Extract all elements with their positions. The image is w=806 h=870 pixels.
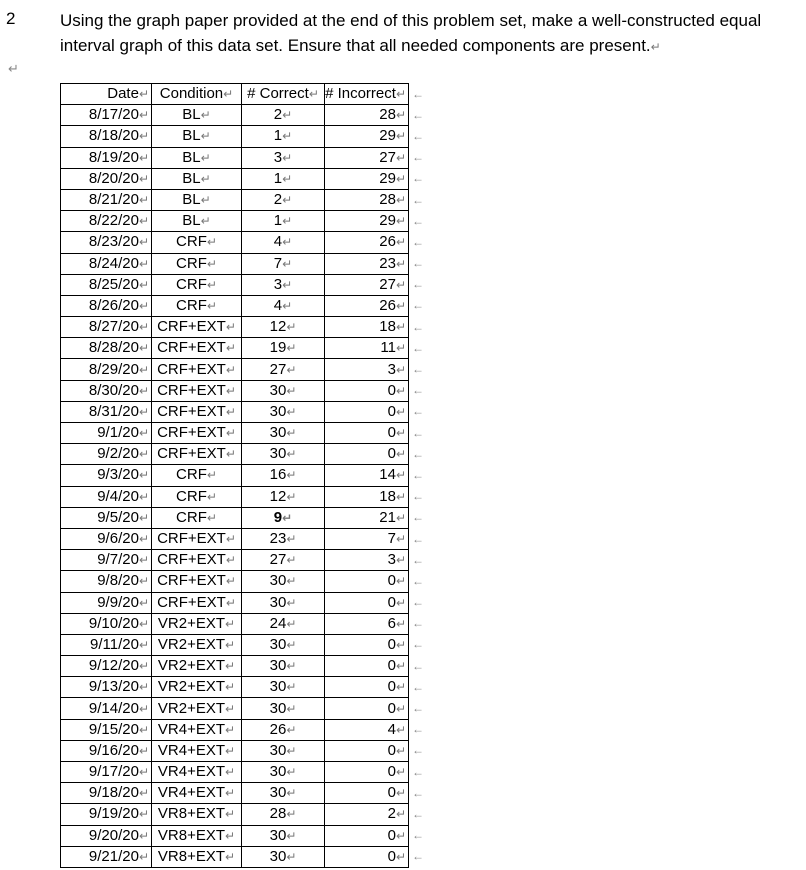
- cell-date: 8/23/20↵: [61, 232, 152, 253]
- cell-date: 9/2/20↵: [61, 444, 152, 465]
- row-end-mark-icon: ←: [412, 595, 424, 610]
- cell-correct: 23↵: [242, 528, 325, 549]
- cell-condition: BL↵: [152, 168, 242, 189]
- cell-incorrect: 4↵: [325, 719, 409, 740]
- row-end-mark-icon: ←: [412, 658, 424, 673]
- cell-correct: 19↵: [242, 338, 325, 359]
- cell-date: 9/7/20↵: [61, 550, 152, 571]
- row-end-mark-icon: ←: [412, 404, 424, 419]
- row-end-mark-icon: ←: [412, 128, 424, 143]
- cell-condition: CRF+EXT↵: [152, 550, 242, 571]
- cell-condition: CRF+EXT↵: [152, 528, 242, 549]
- cell-condition: VR4+EXT↵: [152, 762, 242, 783]
- cell-correct: 30↵: [242, 783, 325, 804]
- cell-incorrect: 0↵: [325, 401, 409, 422]
- cell-incorrect: 27↵: [325, 274, 409, 295]
- cell-condition: BL↵: [152, 105, 242, 126]
- cell-incorrect: 28↵: [325, 189, 409, 210]
- cell-incorrect: 0↵: [325, 846, 409, 867]
- cell-correct: 1↵: [242, 126, 325, 147]
- row-end-mark-icon: ←: [412, 679, 424, 694]
- cell-correct: 30↵: [242, 571, 325, 592]
- row-end-mark-icon: ←: [412, 467, 424, 482]
- cell-correct: 16↵: [242, 465, 325, 486]
- table-row: [61, 825, 431, 846]
- table-row: [61, 592, 431, 613]
- cell-incorrect: 0↵: [325, 825, 409, 846]
- cell-condition: VR2+EXT↵: [152, 656, 242, 677]
- cell-incorrect: 29↵: [325, 126, 409, 147]
- row-end-mark-icon: ←: [412, 489, 424, 504]
- cell-correct: 28↵: [242, 804, 325, 825]
- cell-date: 9/1/20↵: [61, 423, 152, 444]
- data-table: [60, 83, 431, 868]
- row-end-mark-icon: ←: [412, 573, 424, 588]
- cell-condition: BL↵: [152, 147, 242, 168]
- table-row: [61, 465, 431, 486]
- cell-correct: 30↵: [242, 740, 325, 761]
- cell-condition: VR8+EXT↵: [152, 825, 242, 846]
- table-row: [61, 189, 431, 210]
- cell-date: 9/14/20↵: [61, 698, 152, 719]
- table-row: [61, 486, 431, 507]
- cell-date: 8/18/20↵: [61, 126, 152, 147]
- row-end-mark-icon: ←: [412, 192, 424, 207]
- cell-date: 9/17/20↵: [61, 762, 152, 783]
- table-row: [61, 550, 431, 571]
- cell-date: 9/13/20↵: [61, 677, 152, 698]
- cell-date: 9/16/20↵: [61, 740, 152, 761]
- cell-incorrect: 0↵: [325, 571, 409, 592]
- table-row: [61, 338, 431, 359]
- row-end-mark-icon: ←: [412, 277, 424, 292]
- question-text: [60, 8, 795, 60]
- cell-condition: VR4+EXT↵: [152, 740, 242, 761]
- row-end-mark-icon: ←: [412, 150, 424, 165]
- cell-date: 8/29/20↵: [61, 359, 152, 380]
- cell-incorrect: 0↵: [325, 592, 409, 613]
- table-row: [61, 274, 431, 295]
- cell-correct: 7↵: [242, 253, 325, 274]
- cell-condition: VR4+EXT↵: [152, 783, 242, 804]
- cell-date: 9/18/20↵: [61, 783, 152, 804]
- cell-correct: 30↵: [242, 677, 325, 698]
- row-end-mark-icon: ←: [412, 383, 424, 398]
- question-body: Using the graph paper provided at the end of this problem set, make a well-constructed equal interval graph of this data set. Ensure that all needed components are present.: [60, 11, 762, 55]
- cell-correct: 1↵: [242, 168, 325, 189]
- table-row: [61, 126, 431, 147]
- cell-condition: BL↵: [152, 126, 242, 147]
- cell-date: 8/27/20↵: [61, 317, 152, 338]
- table-row: [61, 804, 431, 825]
- cell-condition: VR8+EXT↵: [152, 846, 242, 867]
- row-end-mark-icon: ←: [412, 362, 424, 377]
- row-end-mark-icon: ←: [412, 340, 424, 355]
- cell-correct: 30↵: [242, 825, 325, 846]
- cell-incorrect: 3↵: [325, 359, 409, 380]
- cell-correct: 30↵: [242, 656, 325, 677]
- table-row: [61, 317, 431, 338]
- row-end-mark-icon: ←: [412, 828, 424, 843]
- cell-incorrect: 0↵: [325, 740, 409, 761]
- row-end-mark-icon: ←: [412, 298, 424, 313]
- cell-date: 9/21/20↵: [61, 846, 152, 867]
- cell-condition: VR2+EXT↵: [152, 634, 242, 655]
- row-end-mark-icon: ←: [412, 446, 424, 461]
- cell-correct: 30↵: [242, 423, 325, 444]
- cell-correct: 30↵: [242, 380, 325, 401]
- cell-date: 9/4/20↵: [61, 486, 152, 507]
- table-row: [61, 528, 431, 549]
- cell-date: 8/25/20↵: [61, 274, 152, 295]
- header-date: Date↵: [61, 84, 152, 105]
- cell-condition: VR2+EXT↵: [152, 677, 242, 698]
- row-end-mark-icon: ←: [412, 256, 424, 271]
- row-end-mark-icon: ←: [412, 234, 424, 249]
- cell-date: 9/15/20↵: [61, 719, 152, 740]
- cell-date: 9/6/20↵: [61, 528, 152, 549]
- cell-incorrect: 0↵: [325, 762, 409, 783]
- cell-incorrect: 0↵: [325, 656, 409, 677]
- cell-condition: CRF+EXT↵: [152, 380, 242, 401]
- cell-condition: CRF↵: [152, 295, 242, 316]
- cell-incorrect: 0↵: [325, 634, 409, 655]
- cell-date: 8/21/20↵: [61, 189, 152, 210]
- cell-correct: 26↵: [242, 719, 325, 740]
- row-end-mark-icon: ←: [412, 722, 424, 737]
- cell-incorrect: 21↵: [325, 507, 409, 528]
- cell-correct: 3↵: [242, 274, 325, 295]
- cell-incorrect: 18↵: [325, 486, 409, 507]
- cell-incorrect: 26↵: [325, 295, 409, 316]
- table-row: [61, 613, 431, 634]
- header-incorrect: # Incorrect↵: [325, 84, 409, 105]
- cell-condition: VR8+EXT↵: [152, 804, 242, 825]
- row-end-mark-icon: ←: [412, 425, 424, 440]
- table-row: [61, 444, 431, 465]
- cell-condition: CRF↵: [152, 274, 242, 295]
- cell-condition: CRF+EXT↵: [152, 571, 242, 592]
- cell-condition: CRF+EXT↵: [152, 359, 242, 380]
- cell-incorrect: 0↵: [325, 677, 409, 698]
- row-end-mark-icon: ←: [412, 806, 424, 821]
- cell-incorrect: 2↵: [325, 804, 409, 825]
- table-row: [61, 147, 431, 168]
- cell-date: 8/17/20↵: [61, 105, 152, 126]
- cell-correct: 2↵: [242, 189, 325, 210]
- cell-date: 9/10/20↵: [61, 613, 152, 634]
- cell-incorrect: 14↵: [325, 465, 409, 486]
- table-row: [61, 105, 431, 126]
- cell-condition: CRF↵: [152, 253, 242, 274]
- cell-condition: CRF+EXT↵: [152, 423, 242, 444]
- question-number: 2: [6, 9, 16, 28]
- paragraph-mark-icon: ↵: [650, 40, 661, 54]
- cell-incorrect: 7↵: [325, 528, 409, 549]
- cell-incorrect: 18↵: [325, 317, 409, 338]
- row-end-mark-icon: ←: [412, 764, 424, 779]
- table-row: [61, 359, 431, 380]
- table-row: [61, 295, 431, 316]
- cell-incorrect: 6↵: [325, 613, 409, 634]
- header-correct: # Correct↵: [242, 84, 325, 105]
- cell-correct: 27↵: [242, 550, 325, 571]
- table-row: [61, 401, 431, 422]
- cell-incorrect: 11↵: [325, 338, 409, 359]
- cell-correct: 4↵: [242, 232, 325, 253]
- cell-correct: 30↵: [242, 401, 325, 422]
- cell-date: 9/3/20↵: [61, 465, 152, 486]
- cell-date: 8/20/20↵: [61, 168, 152, 189]
- table-row: [61, 168, 431, 189]
- cell-correct: 30↵: [242, 846, 325, 867]
- row-end-mark-icon: ←: [412, 743, 424, 758]
- cell-condition: CRF+EXT↵: [152, 592, 242, 613]
- table-row: [61, 232, 431, 253]
- cell-condition: CRF+EXT↵: [152, 338, 242, 359]
- cell-correct: 4↵: [242, 295, 325, 316]
- table-row: [61, 211, 431, 232]
- cell-correct: 1↵: [242, 211, 325, 232]
- cell-correct: 30↵: [242, 698, 325, 719]
- row-end-mark-icon: ←: [412, 637, 424, 652]
- cell-date: 8/28/20↵: [61, 338, 152, 359]
- cell-incorrect: 0↵: [325, 444, 409, 465]
- row-end-mark-icon: ←: [412, 552, 424, 567]
- cell-condition: CRF↵: [152, 486, 242, 507]
- cell-date: 8/26/20↵: [61, 295, 152, 316]
- table-row: [61, 762, 431, 783]
- cell-correct: 9↵: [242, 507, 325, 528]
- cell-date: 8/19/20↵: [61, 147, 152, 168]
- cell-date: 9/5/20↵: [61, 507, 152, 528]
- row-end-mark-icon: ←: [412, 849, 424, 864]
- table-row: [61, 740, 431, 761]
- row-end-mark-icon: ←: [412, 701, 424, 716]
- table-row: [61, 571, 431, 592]
- table-row: [61, 846, 431, 867]
- cell-correct: 2↵: [242, 105, 325, 126]
- row-end-mark-icon: ←: [412, 319, 424, 334]
- row-end-mark-icon: ←: [412, 107, 424, 122]
- table-row: [61, 677, 431, 698]
- cell-incorrect: 23↵: [325, 253, 409, 274]
- table-header-row: [61, 84, 431, 105]
- table-row: [61, 634, 431, 655]
- cell-incorrect: 27↵: [325, 147, 409, 168]
- cell-date: 9/20/20↵: [61, 825, 152, 846]
- cell-incorrect: 26↵: [325, 232, 409, 253]
- cell-date: 8/31/20↵: [61, 401, 152, 422]
- cell-incorrect: 0↵: [325, 698, 409, 719]
- cell-date: 9/12/20↵: [61, 656, 152, 677]
- cell-incorrect: 29↵: [325, 168, 409, 189]
- cell-condition: VR2+EXT↵: [152, 613, 242, 634]
- cell-condition: CRF+EXT↵: [152, 444, 242, 465]
- cell-condition: BL↵: [152, 211, 242, 232]
- cell-condition: CRF↵: [152, 232, 242, 253]
- cell-correct: 30↵: [242, 592, 325, 613]
- row-end-mark-icon: ←: [412, 213, 424, 228]
- cell-incorrect: 0↵: [325, 783, 409, 804]
- cell-incorrect: 0↵: [325, 380, 409, 401]
- cell-correct: 12↵: [242, 486, 325, 507]
- cell-correct: 27↵: [242, 359, 325, 380]
- row-end-mark-icon: ←: [412, 785, 424, 800]
- table-row: [61, 783, 431, 804]
- cell-correct: 24↵: [242, 613, 325, 634]
- cell-condition: CRF+EXT↵: [152, 401, 242, 422]
- cell-condition: CRF↵: [152, 465, 242, 486]
- row-end-mark-icon: ←: [412, 510, 424, 525]
- row-end-mark-icon: ←: [412, 531, 424, 546]
- cell-condition: CRF↵: [152, 507, 242, 528]
- table-row: [61, 380, 431, 401]
- cell-condition: VR4+EXT↵: [152, 719, 242, 740]
- cell-incorrect: 28↵: [325, 105, 409, 126]
- cell-correct: 12↵: [242, 317, 325, 338]
- table-row: [61, 423, 431, 444]
- table-row: [61, 698, 431, 719]
- cell-date: 9/8/20↵: [61, 571, 152, 592]
- cell-incorrect: 29↵: [325, 211, 409, 232]
- cell-correct: 30↵: [242, 634, 325, 655]
- table-row: [61, 656, 431, 677]
- cell-condition: CRF+EXT↵: [152, 317, 242, 338]
- row-end-mark-icon: ←: [412, 171, 424, 186]
- table-row: [61, 507, 431, 528]
- cell-correct: 3↵: [242, 147, 325, 168]
- cell-date: 8/22/20↵: [61, 211, 152, 232]
- header-condition: Condition↵: [152, 84, 242, 105]
- row-end-mark-icon: ←: [412, 616, 424, 631]
- cell-incorrect: 3↵: [325, 550, 409, 571]
- empty-paragraph-mark-icon: ↵: [8, 61, 19, 76]
- cell-date: 9/19/20↵: [61, 804, 152, 825]
- cell-condition: BL↵: [152, 189, 242, 210]
- table-row: [61, 253, 431, 274]
- cell-correct: 30↵: [242, 444, 325, 465]
- cell-date: 8/24/20↵: [61, 253, 152, 274]
- cell-date: 9/11/20↵: [61, 634, 152, 655]
- cell-date: 8/30/20↵: [61, 380, 152, 401]
- cell-incorrect: 0↵: [325, 423, 409, 444]
- cell-date: 9/9/20↵: [61, 592, 152, 613]
- cell-correct: 30↵: [242, 762, 325, 783]
- row-end-mark-icon: ←: [412, 86, 424, 101]
- cell-condition: VR2+EXT↵: [152, 698, 242, 719]
- table-row: [61, 719, 431, 740]
